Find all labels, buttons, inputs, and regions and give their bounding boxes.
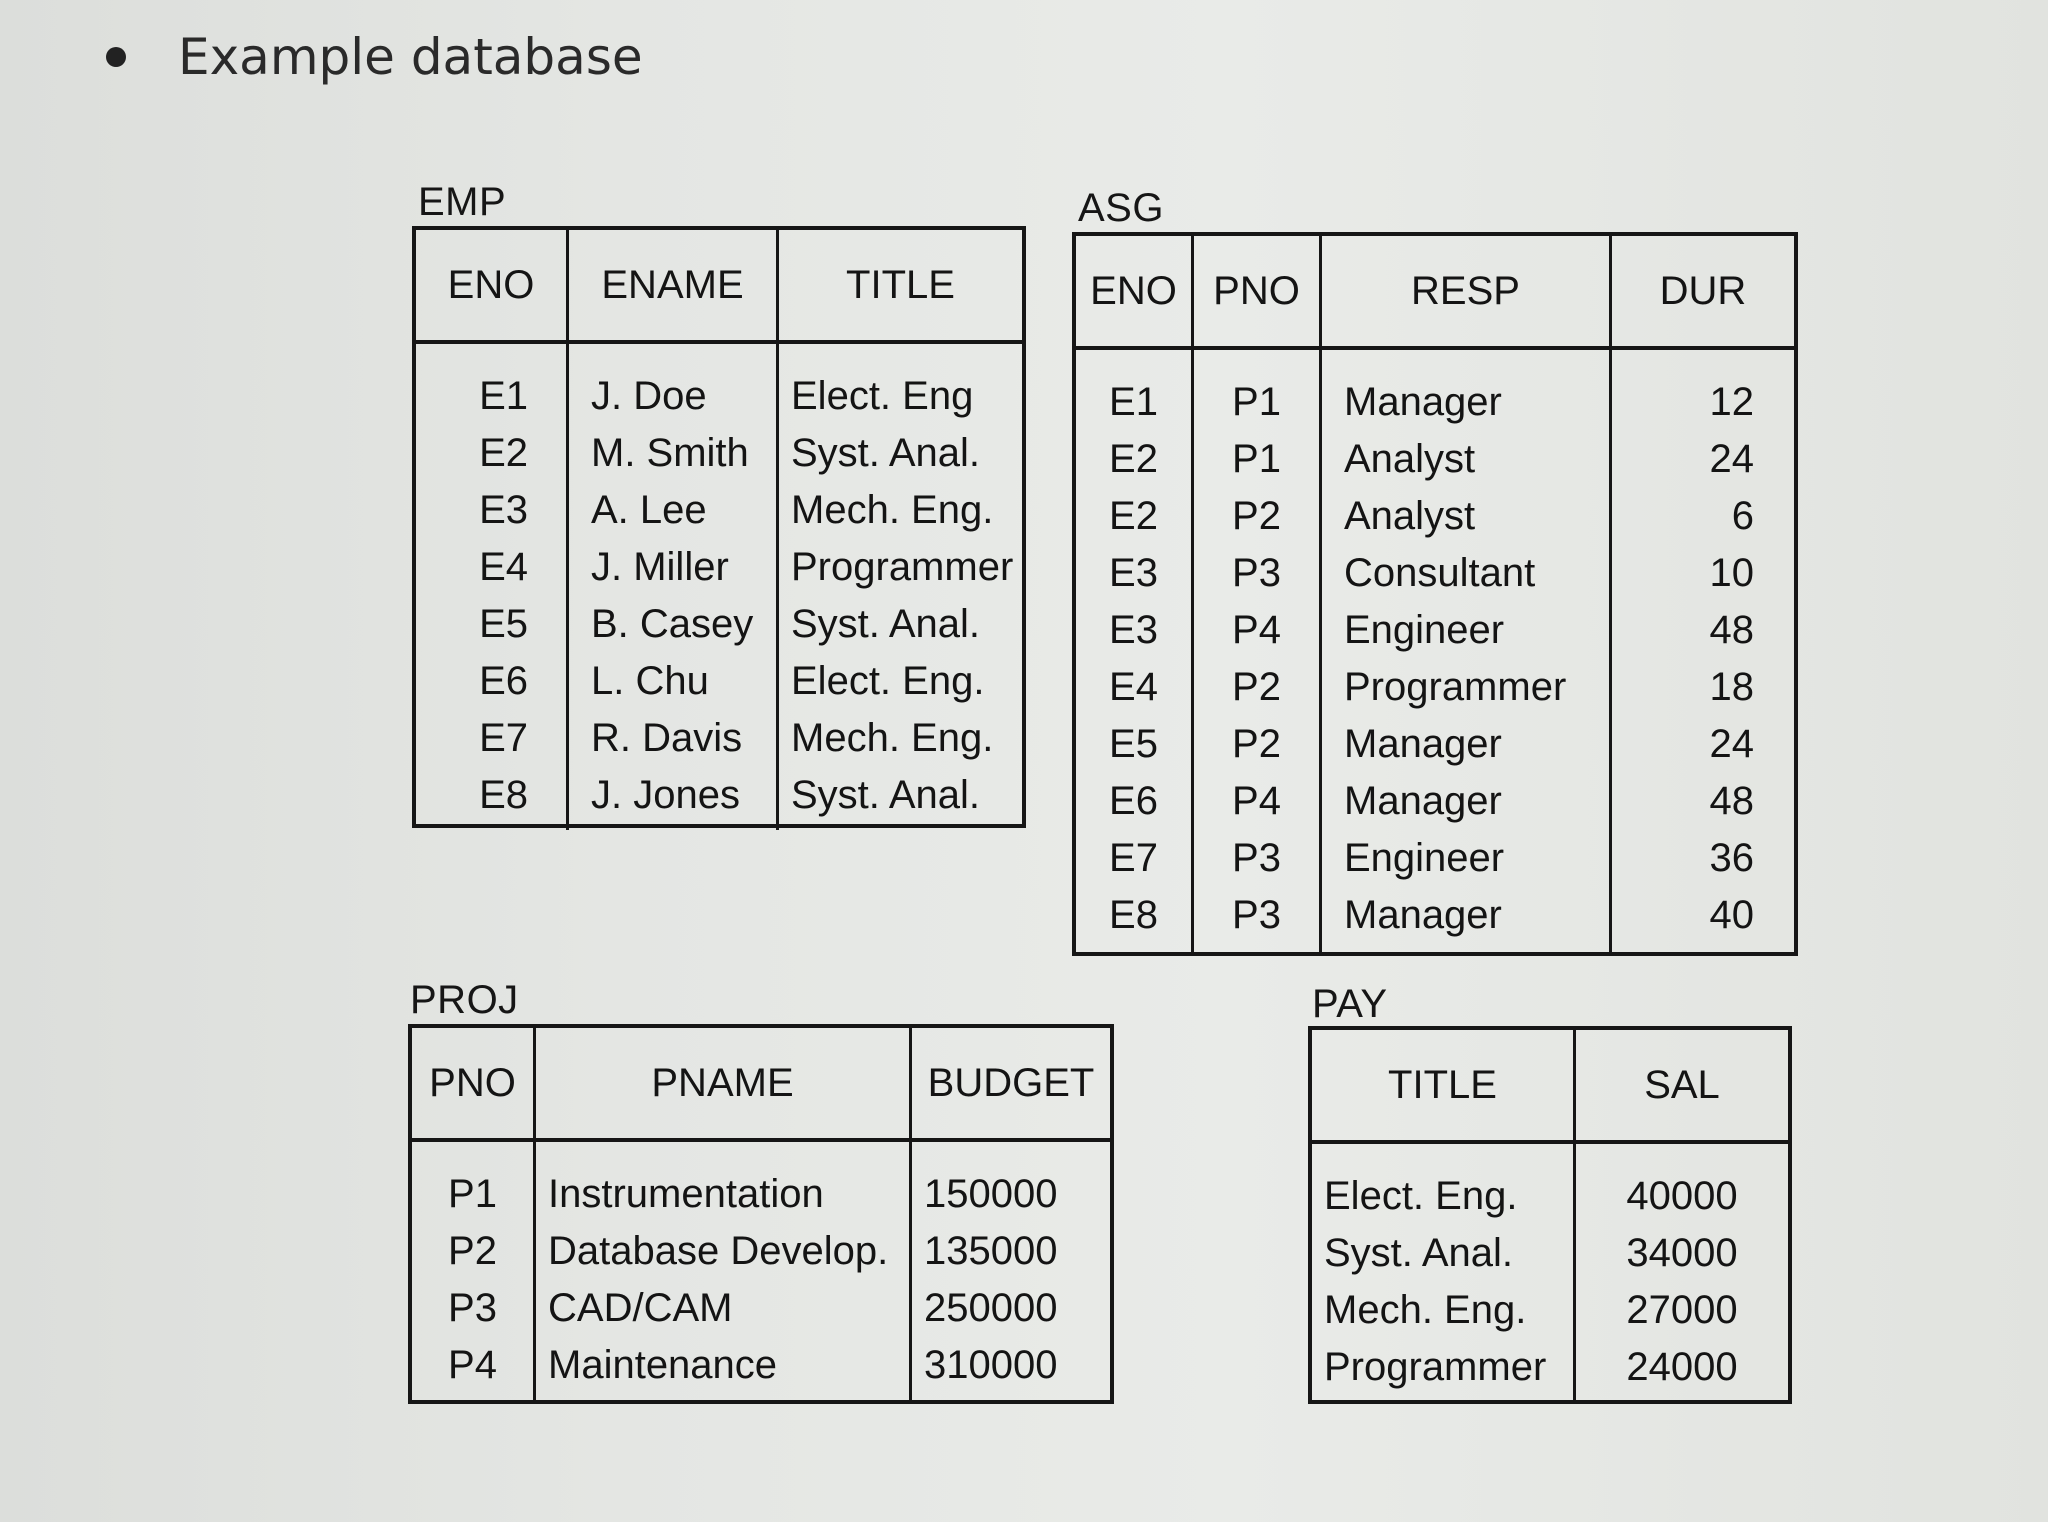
emp-cell: E6 — [479, 659, 528, 703]
proj-table — [408, 1024, 1114, 1404]
asg-cell: E3 — [1109, 551, 1158, 595]
pay-column-title — [1312, 1144, 1576, 1402]
proj-cell: P4 — [448, 1343, 497, 1387]
emp-cell: E4 — [479, 545, 528, 589]
asg-cell: Analyst — [1344, 494, 1476, 538]
proj-header-pname: PNAME — [536, 1028, 912, 1142]
pay-cell: Syst. Anal. — [1324, 1231, 1513, 1275]
proj-column-budget — [912, 1142, 1110, 1400]
proj-cell: 150000 — [924, 1172, 1058, 1216]
emp-table — [412, 226, 1026, 828]
asg-cell: Manager — [1344, 722, 1502, 766]
asg-cell: E1 — [1109, 380, 1158, 424]
asg-cell: 12 — [1709, 380, 1754, 424]
asg-column-pno — [1194, 350, 1322, 952]
pay-table — [1308, 1026, 1792, 1404]
asg-cell: Manager — [1344, 779, 1502, 823]
asg-cell: E6 — [1109, 779, 1158, 823]
emp-cell: Mech. Eng. — [791, 716, 994, 760]
asg-header-dur: DUR — [1612, 236, 1794, 350]
emp-cell: J. Jones — [591, 773, 740, 817]
asg-cell: 48 — [1709, 608, 1754, 652]
emp-cell: Elect. Eng. — [791, 659, 985, 703]
pay-cell: Elect. Eng. — [1324, 1174, 1518, 1218]
emp-header-title: TITLE — [779, 230, 1022, 344]
pay-header-title: TITLE — [1312, 1030, 1576, 1144]
emp-cell: J. Miller — [591, 545, 729, 589]
asg-table — [1072, 232, 1798, 956]
asg-header-resp: RESP — [1322, 236, 1612, 350]
bullet-heading — [106, 28, 643, 86]
emp-cell: E2 — [479, 431, 528, 475]
emp-cell: E5 — [479, 602, 528, 646]
asg-table-label: ASG — [1078, 186, 1164, 230]
asg-cell: P4 — [1232, 779, 1281, 823]
proj-cell: P3 — [448, 1286, 497, 1330]
asg-cell: 36 — [1709, 836, 1754, 880]
emp-cell: Syst. Anal. — [791, 431, 980, 475]
asg-cell: E2 — [1109, 494, 1158, 538]
asg-cell: Programmer — [1344, 665, 1567, 709]
emp-cell: R. Davis — [591, 716, 743, 760]
asg-cell: P4 — [1232, 608, 1281, 652]
emp-cell: Programmer — [791, 545, 1014, 589]
asg-cell: 6 — [1731, 494, 1754, 538]
emp-cell: J. Doe — [591, 374, 707, 418]
asg-cell: Engineer — [1344, 608, 1505, 652]
proj-cell: Maintenance — [548, 1343, 778, 1387]
pay-header-sal: SAL — [1576, 1030, 1788, 1144]
page-title: Example database — [178, 28, 643, 86]
pay-column-sal — [1576, 1144, 1788, 1402]
asg-header-eno: ENO — [1076, 236, 1194, 350]
emp-cell: E3 — [479, 488, 528, 532]
proj-column-pno — [412, 1142, 536, 1400]
pay-cell: Mech. Eng. — [1324, 1288, 1527, 1332]
asg-cell: P3 — [1232, 551, 1281, 595]
asg-cell: P2 — [1232, 494, 1281, 538]
asg-cell: E2 — [1109, 437, 1158, 481]
asg-cell: P3 — [1232, 836, 1281, 880]
asg-cell: E5 — [1109, 722, 1158, 766]
asg-header-pno: PNO — [1194, 236, 1322, 350]
proj-column-pname — [536, 1142, 912, 1400]
asg-cell: 24 — [1709, 722, 1754, 766]
asg-cell: 18 — [1709, 665, 1754, 709]
asg-cell: E7 — [1109, 836, 1158, 880]
proj-cell: 310000 — [924, 1343, 1058, 1387]
emp-cell: E8 — [479, 773, 528, 817]
asg-column-resp — [1322, 350, 1612, 952]
emp-header-eno: ENO — [416, 230, 569, 344]
asg-cell: P1 — [1232, 437, 1281, 481]
proj-cell: P2 — [448, 1229, 497, 1273]
emp-cell: E7 — [479, 716, 528, 760]
emp-cell: Syst. Anal. — [791, 773, 980, 817]
emp-cell: A. Lee — [591, 488, 707, 532]
emp-table-label: EMP — [418, 180, 507, 224]
proj-cell: CAD/CAM — [548, 1286, 733, 1330]
emp-cell: B. Casey — [591, 602, 754, 646]
emp-column-title — [779, 344, 1022, 830]
asg-cell: Manager — [1344, 380, 1502, 424]
asg-cell: P2 — [1232, 665, 1281, 709]
asg-cell: 40 — [1709, 893, 1754, 937]
asg-column-dur — [1612, 350, 1794, 952]
pay-cell: Programmer — [1324, 1345, 1547, 1389]
emp-column-eno — [416, 344, 569, 830]
asg-cell: E4 — [1109, 665, 1158, 709]
emp-header-ename: ENAME — [569, 230, 779, 344]
proj-cell: Database Develop. — [548, 1229, 889, 1273]
proj-cell: Instrumentation — [548, 1172, 824, 1216]
proj-header-budget: BUDGET — [912, 1028, 1110, 1142]
asg-cell: Manager — [1344, 893, 1502, 937]
pay-table-label: PAY — [1312, 982, 1388, 1026]
pay-cell: 34000 — [1626, 1231, 1738, 1275]
asg-cell: 10 — [1709, 551, 1754, 595]
proj-cell: 135000 — [924, 1229, 1058, 1273]
asg-cell: P3 — [1232, 893, 1281, 937]
emp-cell: Elect. Eng — [791, 374, 974, 418]
emp-cell: Syst. Anal. — [791, 602, 980, 646]
proj-header-pno: PNO — [412, 1028, 536, 1142]
proj-cell: 250000 — [924, 1286, 1058, 1330]
asg-column-eno — [1076, 350, 1194, 952]
bullet-icon — [106, 47, 126, 67]
asg-cell: Consultant — [1344, 551, 1536, 595]
asg-cell: 48 — [1709, 779, 1754, 823]
asg-cell: P1 — [1232, 380, 1281, 424]
asg-cell: E3 — [1109, 608, 1158, 652]
asg-cell: Analyst — [1344, 437, 1476, 481]
emp-cell: Mech. Eng. — [791, 488, 994, 532]
emp-cell: E1 — [479, 374, 528, 418]
pay-cell: 27000 — [1626, 1288, 1738, 1332]
asg-cell: P2 — [1232, 722, 1281, 766]
proj-cell: P1 — [448, 1172, 497, 1216]
asg-cell: E8 — [1109, 893, 1158, 937]
proj-table-label: PROJ — [410, 978, 519, 1022]
asg-cell: 24 — [1709, 437, 1754, 481]
pay-cell: 24000 — [1626, 1345, 1738, 1389]
pay-cell: 40000 — [1626, 1174, 1738, 1218]
emp-cell: M. Smith — [591, 431, 749, 475]
asg-cell: Engineer — [1344, 836, 1505, 880]
emp-cell: L. Chu — [591, 659, 709, 703]
emp-column-ename — [569, 344, 779, 830]
